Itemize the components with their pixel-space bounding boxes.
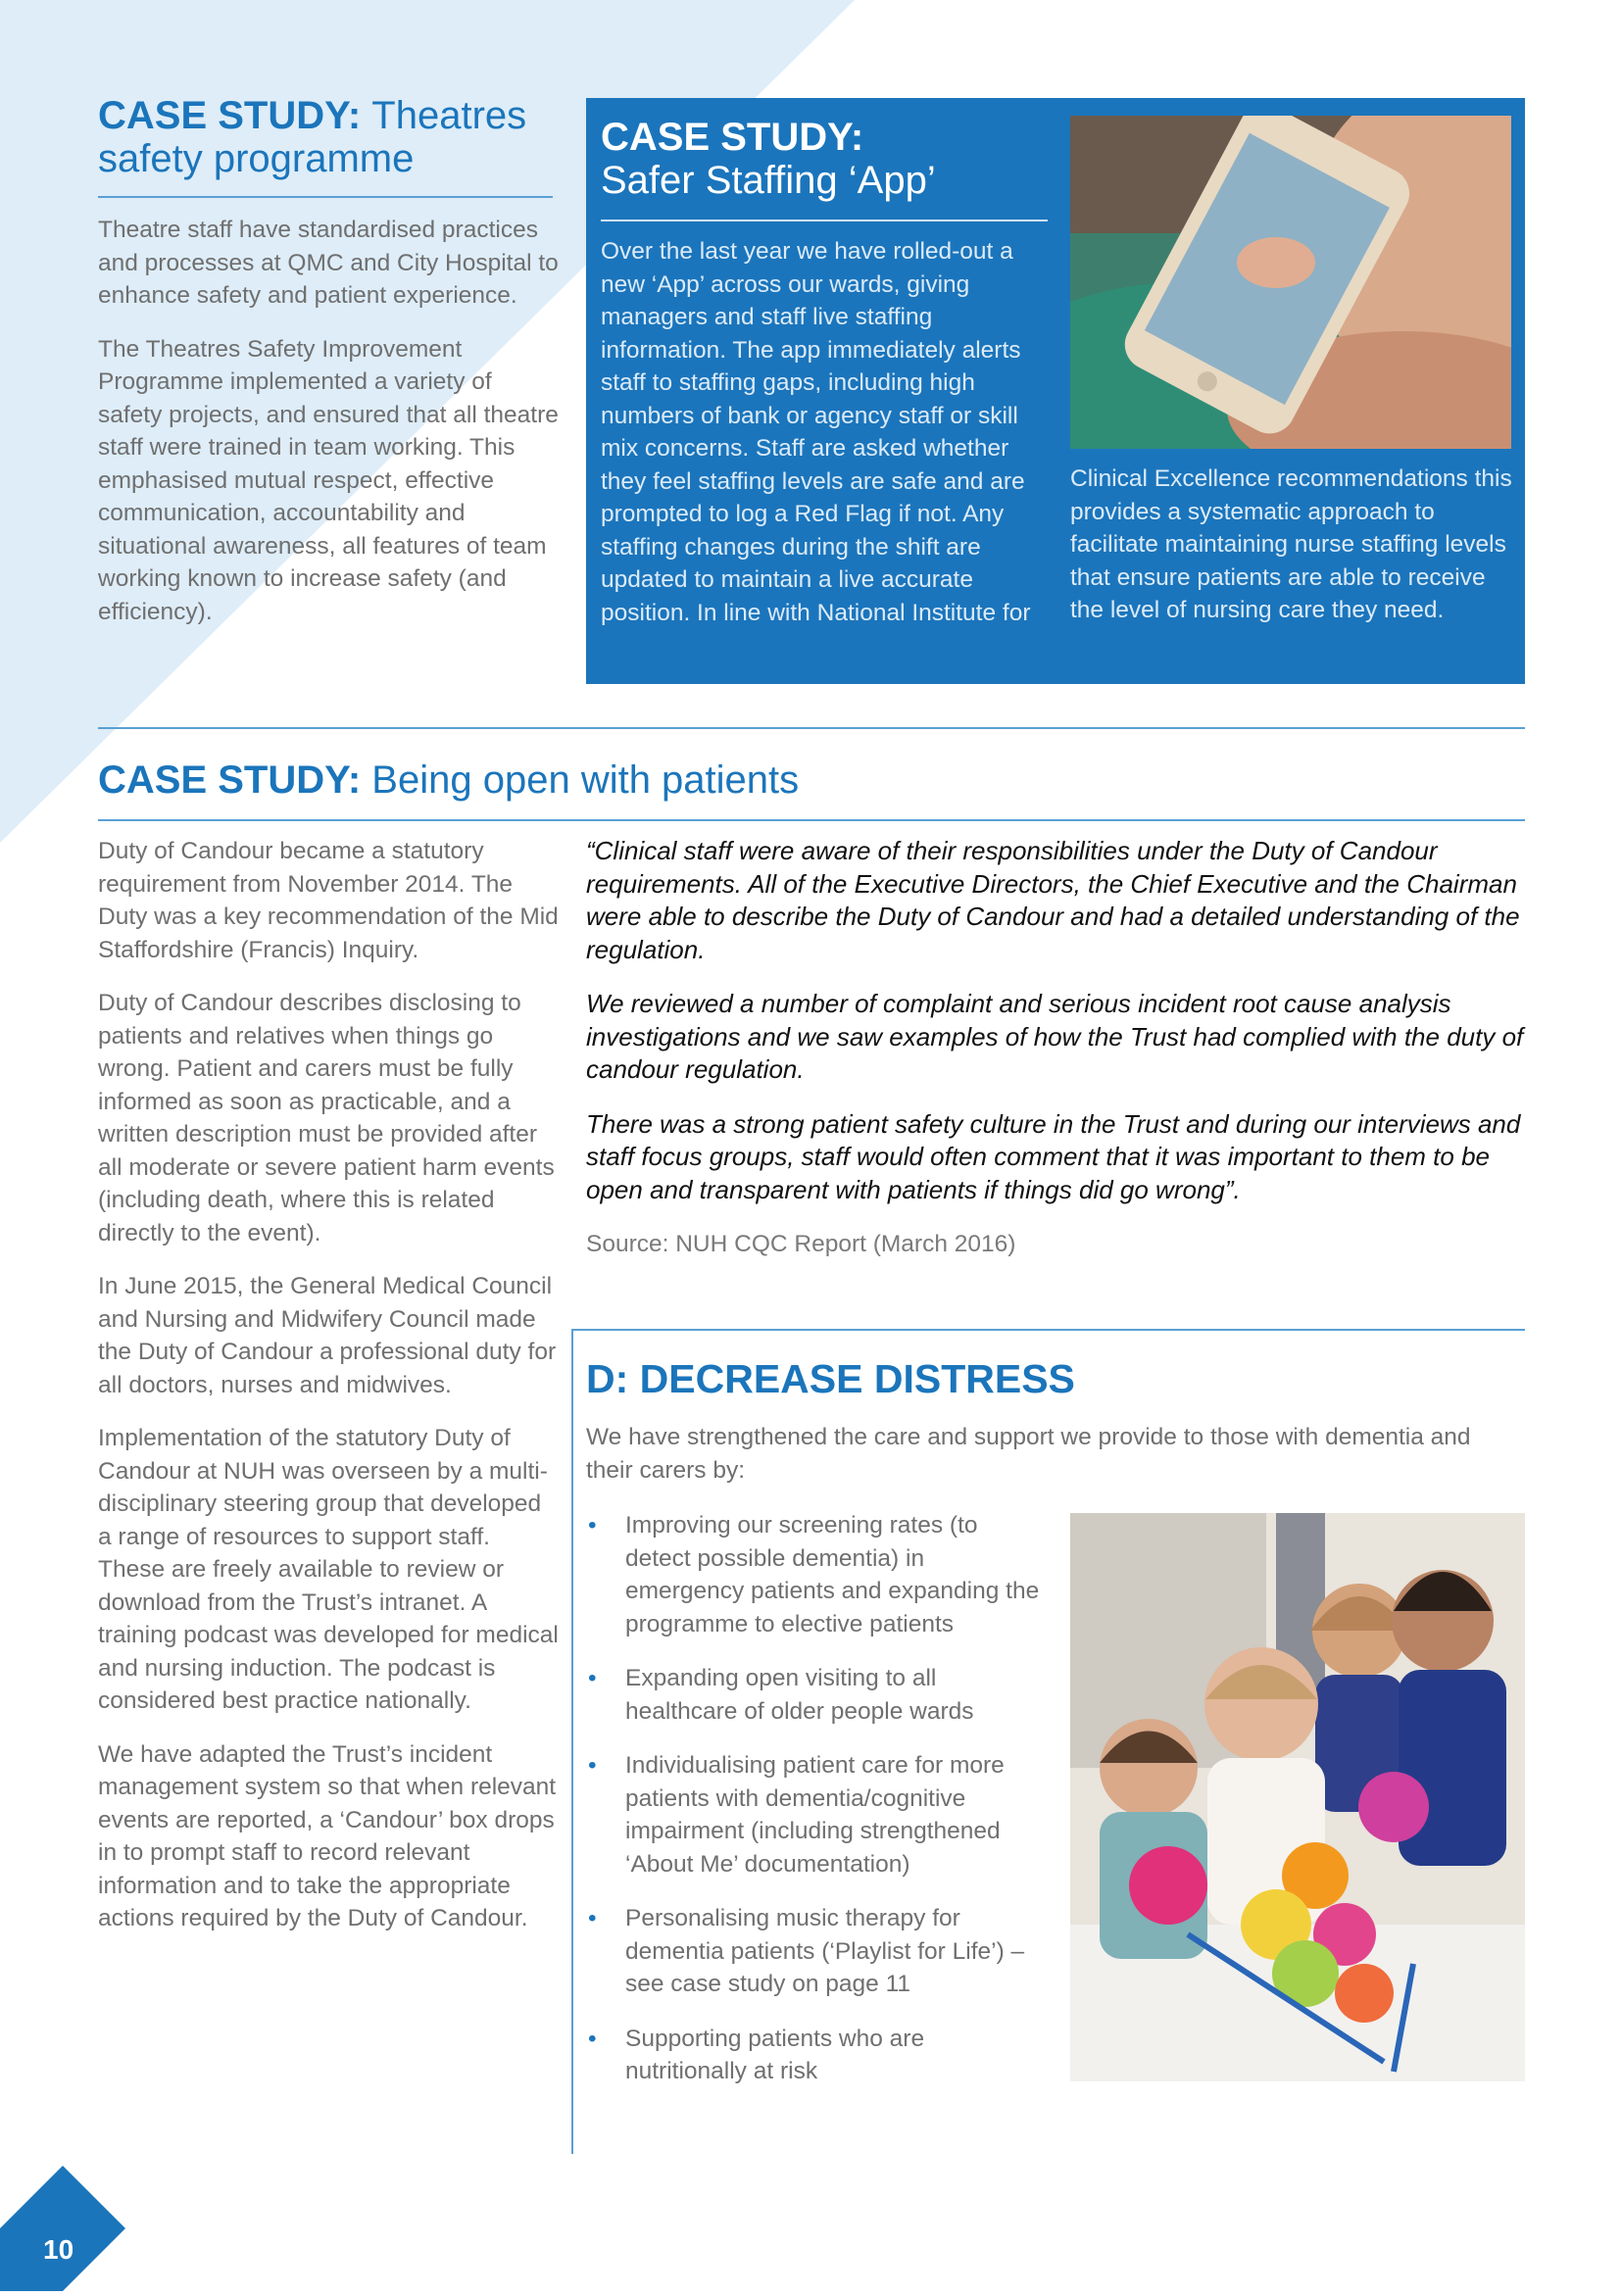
list-item <box>586 1749 1045 1881</box>
paragraph: The Theatres Safety Improvement Programme implemented a variety of safety projects, and ensured that all theatre staff were trained in team working. This emphasised mutual respect, effective communication, accountability and situational awareness, all features of team working known to increase safety (and efficiency). <box>98 335 559 625</box>
paragraph: Duty of Candour describes disclosing to patients and relatives when things go wrong. Patient and carers must be fully informed as soon as practicable, and a written description must be provided after all moderate or severe patient harm events (including death, where this is related directly to the event). <box>98 990 555 1246</box>
heading-label: CASE STUDY: <box>98 94 362 137</box>
list-item-text: Expanding open visiting to all healthcare of older people wards <box>625 1665 974 1725</box>
list-item-text: Individualising patient care for more patients with dementia/cognitive impairment (including strengthened ‘About Me’ documentation) <box>625 1752 1005 1878</box>
paragraph: We have adapted the Trust’s incident management system so that when relevant events are reported, a ‘Candour’ box drops in to prompt staff to record relevant information and to take the appropriate actions required by the Duty of Candour. <box>98 1740 557 1931</box>
quote-paragraph: “Clinical staff were aware of their responsibilities under the Duty of Candour requirements. All of the Executive Directors, the Chief Executive and the Chairman were able to describe the Duty of Candour and had a detailed understanding of the regulation. <box>586 836 1520 964</box>
list-item <box>586 1662 1045 1728</box>
heading-label: CASE STUDY: <box>601 116 864 159</box>
quote-paragraph: We reviewed a number of complaint and serious incident root cause analysis investigations and we saw examples of how the Trust had complied with the duty of candour regulation. <box>586 989 1524 1084</box>
open-body-left <box>98 835 559 1956</box>
open-heading <box>98 758 799 802</box>
distress-heading: D: DECREASE DISTRESS <box>586 1356 1075 1401</box>
safer-staffing-box <box>586 98 1525 684</box>
section-divider-top <box>98 727 1525 729</box>
theatres-body <box>98 214 559 649</box>
distress-top-rule <box>571 1329 1525 1331</box>
paragraph: Duty of Candour became a statutory requirement from November 2014. The Duty was a key recommendation of the Mid Staffordshire (Francis) Inquiry. <box>98 838 559 963</box>
staffing-heading <box>601 116 936 202</box>
list-item <box>586 2023 1045 2088</box>
staffing-text-col2: Clinical Excellence recommendations this provides a systematic approach to facilitate maintaining nurse staffing levels that ensure patients are able to receive the level of nursing care they need. <box>1070 465 1512 623</box>
distress-left-rule <box>571 1329 573 2154</box>
distress-list <box>586 1509 1045 2110</box>
theatres-heading <box>98 94 559 180</box>
paragraph: In June 2015, the General Medical Council and Nursing and Midwifery Council made the Duty of Candour a professional duty for all doctors, nurses and midwives. <box>98 1273 557 1398</box>
bullet-dot-icon: • <box>588 1665 597 1691</box>
theatres-case-study <box>98 94 559 180</box>
open-rule <box>98 819 1525 821</box>
list-item-text: Supporting patients who are nutritionally at risk <box>625 2025 925 2084</box>
quote-paragraph: There was a strong patient safety culture in the Trust and during our interviews and staff focus groups, staff would often comment that it was important to them to be open and transparent with patients if things did go wrong”. <box>586 1108 1521 1204</box>
bullet-dot-icon: • <box>588 2025 597 2052</box>
list-item <box>586 1509 1045 1640</box>
theatres-rule <box>98 196 553 198</box>
bullet-dot-icon: • <box>588 1512 597 1539</box>
staffing-text-col1: Over the last year we have rolled-out a new ‘App’ across our wards, giving managers and staff live staffing information. The app immediately alerts staff to staffing gaps, including high numbers of bank or agency staff or skill mix concerns. Staff are asked whether they feel staffing levels are safe and are prompted to log a Red Flag if not. Any staffing changes during the shift are updated to maintain a live accurate position. In line with National Institute for <box>601 238 1031 626</box>
paragraph: Theatre staff have standardised practices and processes at QMC and City Hospital to enhance safety and patient experience. <box>98 217 559 309</box>
heading-title: Being open with patients <box>371 758 800 802</box>
distress-intro: We have strengthened the care and support we provide to those with dementia and their carers by: <box>586 1424 1471 1484</box>
list-item-text: Personalising music therapy for dementia patients (‘Playlist for Life’) – see case study on page 11 <box>625 1905 1025 1997</box>
nurses-photo <box>1070 1513 1525 2081</box>
list-item <box>586 1902 1045 2001</box>
quote-source: Source: NUH CQC Report (March 2016) <box>586 1231 1016 1257</box>
staffing-rule <box>601 220 1048 221</box>
heading-label: CASE STUDY: <box>98 758 362 802</box>
bullet-dot-icon: • <box>588 1905 597 1931</box>
bullet-dot-icon: • <box>588 1752 597 1779</box>
heading-title-line1: Theatres <box>371 94 527 137</box>
heading-title-line2: safety programme <box>98 137 415 180</box>
paragraph: Implementation of the statutory Duty of Candour at NUH was overseen by a multi-disciplinary steering group that developed a range of resources to support staff. These are freely available to review or download from the Trust’s intranet. A training podcast was developed for medical and nursing induction. The podcast is considered best practice nationally. <box>98 1425 559 1714</box>
page-number-badge <box>0 2166 125 2291</box>
cqc-quote <box>586 835 1525 1261</box>
heading-title: Safer Staffing ‘App’ <box>601 159 936 202</box>
page-number: 10 <box>43 2234 74 2265</box>
list-item-text: Improving our screening rates (to detect possible dementia) in emergency patients and expanding the programme to elective patients <box>625 1512 1040 1637</box>
phone-photo <box>1070 116 1511 449</box>
